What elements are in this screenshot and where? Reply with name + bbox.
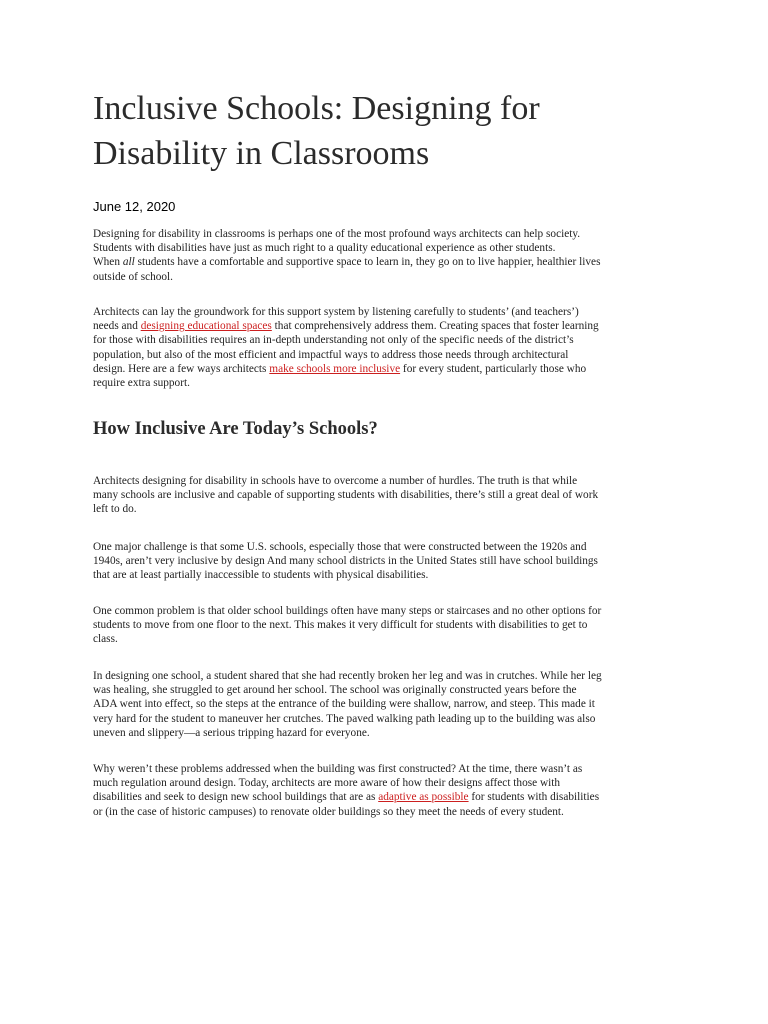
paragraph-line: that are at least partially inaccessible to students with physical disabilities.: [93, 569, 429, 582]
text-run: for students with disabilities: [468, 791, 600, 804]
paragraph-common-problem: [93, 604, 678, 647]
text-run: students have a comfortable and supportive space to learn in, they go on to live happier, healthier lives: [134, 256, 601, 269]
article-title-line-1: Inclusive Schools: Designing for: [93, 90, 540, 127]
paragraph-major-challenge: [93, 540, 678, 583]
paragraph-line: students to move from one floor to the next. This makes it very difficult for students with disabilities to get to: [93, 619, 588, 632]
article-title: [93, 86, 693, 176]
paragraph-line: many schools are inclusive and capable of supporting students with disabilities, there’s still a great deal of work: [93, 489, 599, 502]
text-run: disabilities and seek to design new school buildings that are as: [93, 791, 379, 804]
paragraph-line: One common problem is that older school buildings often have many steps or staircases and no other options for: [93, 605, 602, 617]
paragraph-line: [93, 319, 678, 333]
paragraph-line: very hard for the student to maneuver her crutches. The paved walking path leading up to the building was also: [93, 712, 596, 725]
link-designing-educational-spaces[interactable]: designing educational spaces: [140, 320, 272, 333]
paragraph-groundwork: [93, 305, 678, 390]
paragraph-line: uneven and slippery—a serious tripping hazard for everyone.: [93, 726, 370, 739]
paragraph-hurdles: [93, 474, 678, 517]
emphasis-all: all: [122, 256, 135, 269]
article-title-line-2: Disability in Classrooms: [93, 135, 430, 172]
link-make-schools-more-inclusive[interactable]: make schools more inclusive: [269, 362, 401, 375]
link-adaptive-as-possible[interactable]: adaptive as possible: [378, 791, 469, 804]
paragraph-student-story: [93, 669, 678, 740]
paragraph-line: left to do.: [93, 503, 137, 516]
paragraph-line: One major challenge is that some U.S. schools, especially those that were constructed between the 1920s and: [93, 541, 587, 553]
paragraph-line: class.: [93, 633, 118, 646]
text-run: for every student, particularly those who: [400, 362, 587, 375]
paragraph-line: population, but also of the most efficient and impactful ways to address those needs through architectural: [93, 348, 569, 361]
paragraph-line: or (in the case of historic campuses) to renovate older buildings so they meet the needs of every student.: [93, 805, 564, 818]
publish-date: June 12, 2020: [93, 199, 176, 214]
paragraph-line: much regulation around design. Today, architects are more aware of how their designs affect those with: [93, 777, 561, 790]
paragraph-line: for those with disabilities requires an in-depth understanding not only of the specific needs of the district’s: [93, 334, 574, 347]
paragraph-line: was healing, she struggled to get around her school. The school was originally constructed years before the: [93, 684, 577, 697]
paragraph-line: [93, 255, 678, 269]
paragraph-line: In designing one school, a student shared that she had recently broken her leg and was in crutches. While her leg: [93, 670, 602, 682]
paragraph-line: ADA went into effect, so the steps at the entrance of the building were shallow, narrow, and steep. This made it: [93, 698, 595, 711]
section-heading: How Inclusive Are Today’s Schools?: [93, 419, 378, 439]
paragraph-regulation: [93, 762, 678, 819]
paragraph-line: Students with disabilities have just as much right to a quality educational experience as other students.: [93, 242, 556, 255]
paragraph-line: Architects can lay the groundwork for this support system by listening carefully to students’ (and teachers’): [93, 306, 579, 318]
paragraph-intro: [93, 227, 678, 284]
paragraph-line: Architects designing for disability in schools have to overcome a number of hurdles. The truth is that while: [93, 475, 578, 487]
text-run: design. Here are a few ways architects: [93, 362, 270, 375]
paragraph-line: require extra support.: [93, 377, 190, 390]
paragraph-line: 1940s, aren’t very inclusive by design And many school districts in the United States still have school buildings: [93, 555, 598, 568]
text-run: When: [93, 256, 123, 269]
text-run: needs and: [93, 320, 141, 333]
paragraph-line: [93, 790, 678, 804]
paragraph-line: outside of school.: [93, 270, 174, 283]
paragraph-line: Why weren’t these problems addressed when the building was first constructed? At the time, there wasn’t as: [93, 763, 583, 775]
paragraph-line: [93, 362, 678, 376]
paragraph-line: Designing for disability in classrooms is perhaps one of the most profound ways architects can help society.: [93, 228, 581, 240]
text-run: that comprehensively address them. Creating spaces that foster learning: [271, 320, 599, 333]
